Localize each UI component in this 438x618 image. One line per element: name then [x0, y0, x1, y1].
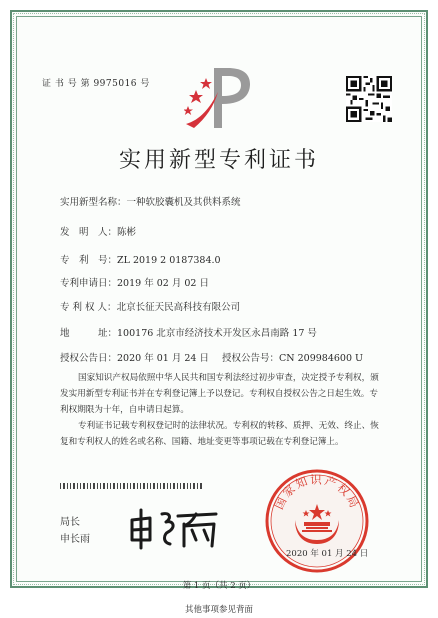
inventor-label: 发 明 人：: [60, 227, 118, 238]
patent-holder-value: 北京长征天民高科技有限公司: [116, 302, 241, 313]
seal-date: 2020 年 01 月 24 日: [286, 549, 369, 559]
certificate-title: 实用新型专利证书: [118, 148, 319, 173]
patent-number-label: 专 利 号：: [60, 255, 118, 266]
inventor-row: [60, 224, 136, 238]
director-title: 局长: [60, 517, 80, 528]
address-label: 地 址：: [60, 328, 118, 339]
seal-text: 国家知识产权局: [271, 472, 363, 512]
filing-date-value: 2019 年 02 月 02 日: [117, 278, 209, 289]
grant-number-label: 授权公告号：: [222, 353, 280, 364]
grant-date-value: 2020 年 01 月 24 日: [117, 353, 209, 364]
utility-name-value: 一种软胶囊机及其供料系统: [126, 197, 241, 208]
barcode-strip: [60, 483, 202, 489]
grant-date-label: 授权公告日：: [60, 353, 118, 364]
address-value: 100176 北京市经济技术开发区永昌南路 17 号: [117, 328, 317, 339]
certificate-number: 证 书 号 第 9975016 号: [42, 79, 150, 89]
legal-paragraph-1: 国家知识产权局依照中华人民共和国专利法经过初步审查，决定授予专利权，颁发实用新型专利证书并在专利登记簿上予以登记。专利权自授权公告之日起生效。专利权期限为十年，自申请日起算。: [60, 373, 379, 415]
patent-holder-row: [60, 299, 240, 313]
patent-number-value: ZL 2019 2 0187384.0: [117, 255, 221, 266]
patent-holder-label: 专 利 权 人：: [60, 302, 117, 313]
filing-date-row: [60, 275, 209, 289]
grant-number-value: CN 209984600 U: [279, 353, 364, 364]
grant-date-row: [60, 350, 209, 364]
grant-number-row: [222, 350, 363, 364]
director-name: 申长雨: [60, 534, 90, 545]
director-signature: [126, 506, 222, 550]
patent-number-row: [60, 252, 221, 266]
patent-office-logo-icon: [184, 62, 254, 134]
footer-note: 其他事项参见背面: [184, 605, 253, 615]
legal-paragraph-2: 专利证书记载专利权登记时的法律状况。专利权的转移、质押、无效、终止、恢复和专利权人的姓名或名称、国籍、地址变更等事项记载在专利登记簿上。: [60, 421, 379, 447]
utility-name-row: [60, 194, 241, 208]
address-row: [60, 325, 317, 339]
inventor-value: 陈彬: [117, 227, 137, 238]
qr-code-icon: [346, 76, 392, 122]
utility-name-label: 实用新型名称：: [60, 197, 127, 208]
filing-date-label: 专利申请日：: [60, 278, 118, 289]
official-seal-icon: [262, 466, 372, 576]
page-number: 第 1 页（共 2 页）: [182, 581, 256, 591]
